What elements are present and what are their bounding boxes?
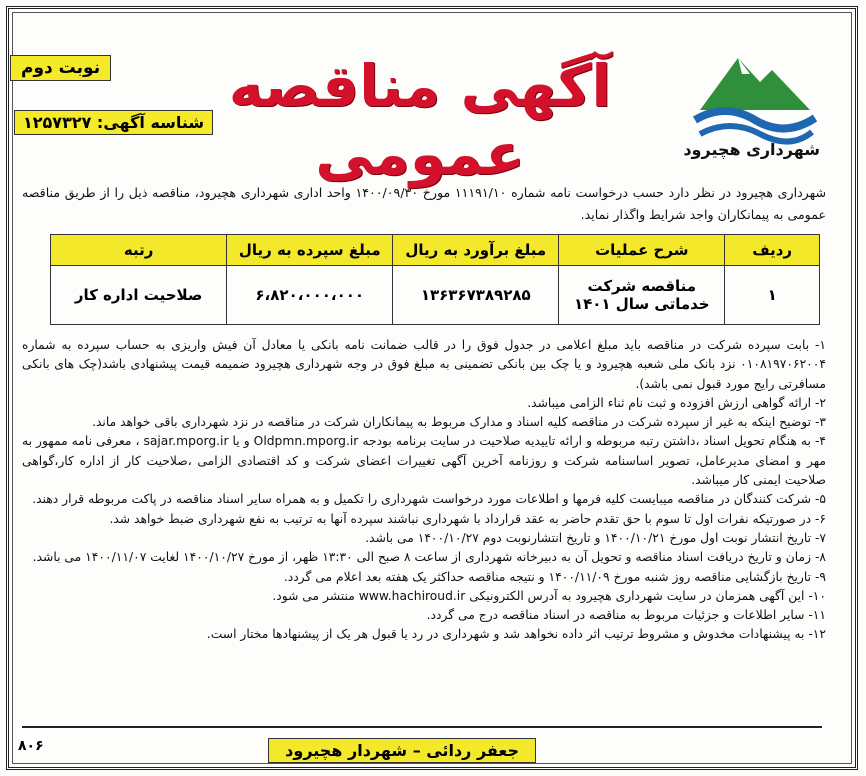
- cell-description: مناقصه شرکت خدماتی سال ۱۴۰۱: [559, 266, 725, 325]
- condition-item: ۲- ارائه گواهی ارزش افزوده و ثبت نام ثناء الزامی میباشد.: [527, 395, 826, 410]
- condition-item: ۶- در صورتیکه نفرات اول تا سوم با حق تقدم حاضر به عقد قرارداد با شهرداری نباشند سپرده آنها به ترتیب به نفع شهرداری ضبط خواهد شد.: [109, 511, 826, 526]
- conditions-list: [22, 336, 826, 645]
- footer-divider: [22, 726, 822, 728]
- page-title: آگهی مناقصه عمومی: [228, 52, 612, 188]
- cell-row-number: ۱: [725, 266, 820, 325]
- header-deposit: مبلغ سپرده به ریال: [227, 235, 393, 266]
- header-description: شرح عملیات: [559, 235, 725, 266]
- condition-item: ۷- تاریخ انتشار نوبت اول مورخ ۱۴۰۰/۱۰/۲۱ و تاریخ انتشارنوبت دوم ۱۴۰۰/۱۰/۲۷ می باشد.: [365, 530, 826, 545]
- intro-paragraph: شهرداری هچیرود در نظر دارد حسب درخواست نامه شماره ۱۱۱۹۱/۱۰ مورخ ۱۴۰۰/۰۹/۳۰ واحد اداری شهرداری هچیرود، مناقصه ذیل را از طریق مناقصه عمومی به پیمانکاران واجد شرایط واگذار نماید.: [22, 185, 826, 222]
- org-name: شهرداری هچیرود: [683, 140, 820, 159]
- cell-deposit: ۶،۸۲۰،۰۰۰،۰۰۰: [227, 266, 393, 325]
- condition-item: ۱۱- سایر اطلاعات و جزئیات مربوط به مناقصه در اسناد مناقصه درج می گردد.: [426, 608, 826, 623]
- condition-item: ۵- شرکت کنندگان در مناقصه میبایست کلیه فرمها و اطلاعات مورد درخواست شهرداری را تکمیل و به همراه سایر اسناد مناقصه در پاکت مربوطه قرار دهند.: [32, 492, 826, 507]
- header-estimate: مبلغ برآورد به ریال: [393, 235, 559, 266]
- condition-item: ۱۰- این آگهی همزمان در سایت شهرداری هچیرود به آدرس الکترونیکی www.hachiroud.ir منتشر می شود.: [272, 588, 826, 603]
- tender-table: [50, 234, 820, 325]
- header-grade: رتبه: [51, 235, 227, 266]
- round-badge: نوبت دوم: [10, 55, 111, 81]
- condition-item: ۴- به هنگام تحویل اسناد ،داشتن رتبه مربوطه و ارائه تاییدیه صلاحیت در سایت برنامه بودجه Oldpmn.mporg.ir و یا sajar.mporg.ir ، معرفی نامه ممهور به مهر و امضای مدیرعامل، تصویر اساسنامه شرکت و روزنامه آخرین آگهی تغییرات اعضای شرکت و کد اقتصادی الزامی ،صلاحیت کار از اداره کار،گواهی صلاحیت ایمنی کار میباشد.: [22, 434, 826, 488]
- table-header-row: [51, 235, 820, 266]
- condition-item: ۱- بابت سپرده شرکت در مناقصه باید مبلغ اعلامی در جدول فوق را در قالب ضمانت نامه بانکی یا معادل آن فیش واریزی به حساب سپرده به شماره ۰۱۰۸۱۹۷۰۶۲۰۰۴ نزد بانک ملی شعبه هچیرود و یا چک بین بانکی تضمینی به مبلغ فوق در وجه شهرداری هچیرود ضمیمه قیمت پیشنهادی باشد(چک های بانکی مسافرتی رایج مورد قبول نمی باشد).: [22, 338, 826, 391]
- cell-estimate: ۱۳۶۳۶۷۳۸۹۲۸۵: [393, 266, 559, 325]
- cell-grade: صلاحیت اداره کار: [51, 266, 227, 325]
- condition-item: ۸- زمان و تاریخ دریافت اسناد مناقصه و تحویل آن به دبیرخانه شهرداری از ساعت ۸ صبح الی ۱۳:۳۰ ظهر، از مورخ ۱۴۰۰/۱۰/۲۷ لغایت ۱۴۰۰/۱۱/۰۷ می باشد.: [32, 550, 826, 565]
- table-row: [51, 266, 820, 325]
- ad-id-badge: شناسه آگهی: ۱۲۵۷۳۲۷: [14, 110, 213, 135]
- ad-code: ۸۰۶: [18, 738, 44, 754]
- header-row-number: ردیف: [725, 235, 820, 266]
- condition-item: ۹- تاریخ بازگشایی مناقصه روز شنبه مورخ ۱۴۰۰/۱۱/۰۹ و نتیجه مناقصه حداکثر یک هفته بعد اعلام می گردد.: [283, 569, 826, 584]
- condition-item: ۳- توضیح اینکه به غیر از سپرده شرکت در مناقصه کلیه اسناد و مدارک مربوط به پیمانکاران شرکت در مناقصه در نزد شهرداری باقی خواهد ماند.: [92, 415, 826, 430]
- signature: جعفر ردائی – شهردار هچیرود: [268, 738, 536, 763]
- condition-item: ۱۲- به پیشنهادات مخدوش و مشروط ترتیب اثر داده نخواهد شد و شهرداری در رد یا قبول هر یک از پیشنهادها مختار است.: [206, 627, 826, 642]
